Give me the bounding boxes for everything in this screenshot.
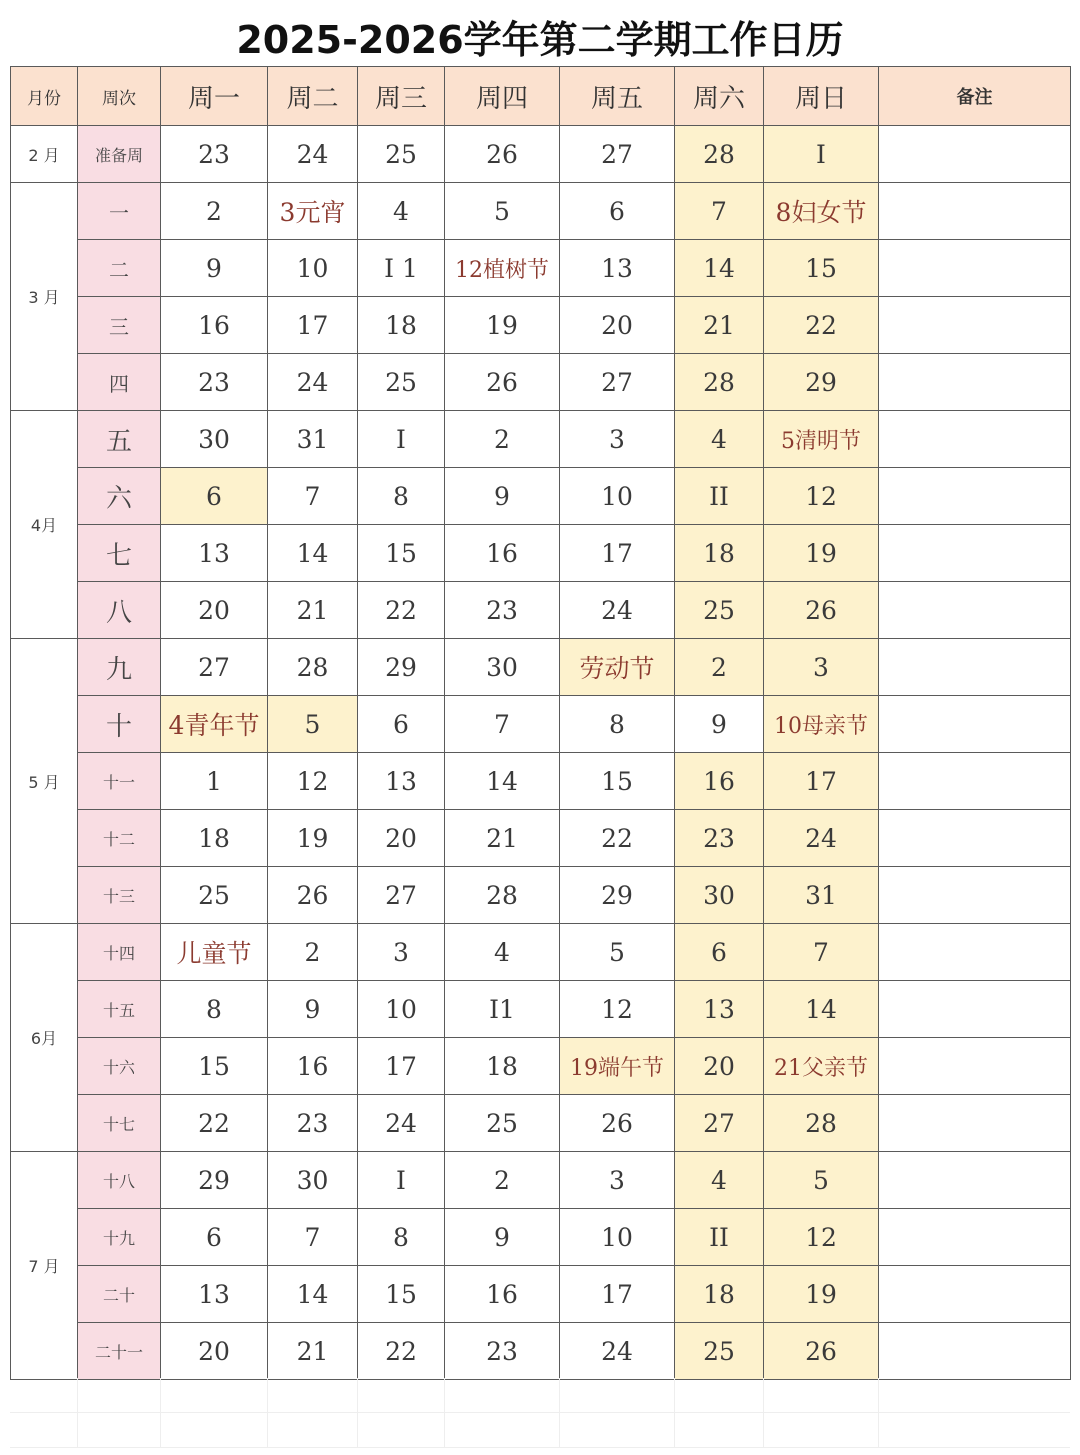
week-cell: 十七 <box>78 1095 161 1152</box>
note-cell <box>879 1152 1071 1209</box>
day-cell-wed: 13 <box>358 753 445 810</box>
day-cell-sat: 4 <box>675 1152 764 1209</box>
note-cell <box>879 1209 1071 1266</box>
day-cell-wed: 8 <box>358 468 445 525</box>
table-row <box>11 240 1071 297</box>
day-cell-thu: 5 <box>445 183 560 240</box>
table-row <box>11 924 1071 981</box>
day-cell-wed: 8 <box>358 1209 445 1266</box>
day-header-tue: 周二 <box>268 67 358 126</box>
week-cell: 二 <box>78 240 161 297</box>
day-cell-wed: 4 <box>358 183 445 240</box>
day-cell-thu: 28 <box>445 867 560 924</box>
week-cell: 三 <box>78 297 161 354</box>
day-cell-fri: 24 <box>560 582 675 639</box>
day-cell-tue: 2 <box>268 924 358 981</box>
day-cell-sat: 18 <box>675 1266 764 1323</box>
day-cell-wed: 18 <box>358 297 445 354</box>
day-cell-sun: 3 <box>764 639 879 696</box>
day-cell-sun: 17 <box>764 753 879 810</box>
day-cell-sun: 8妇女节 <box>764 183 879 240</box>
day-cell-fri: 20 <box>560 297 675 354</box>
day-cell-tue: 17 <box>268 297 358 354</box>
table-row <box>11 753 1071 810</box>
day-cell-sun: 31 <box>764 867 879 924</box>
day-header-wed: 周三 <box>358 67 445 126</box>
month-cell: 2 月 <box>11 126 78 183</box>
day-cell-fri: 劳动节 <box>560 639 675 696</box>
day-cell-tue: 24 <box>268 354 358 411</box>
week-cell: 五 <box>78 411 161 468</box>
day-cell-sun: 29 <box>764 354 879 411</box>
day-cell-fri: 17 <box>560 525 675 582</box>
table-row <box>11 1152 1071 1209</box>
week-cell: 准备周 <box>78 126 161 183</box>
day-cell-tue: 5 <box>268 696 358 753</box>
day-cell-sat: 7 <box>675 183 764 240</box>
week-cell: 十 <box>78 696 161 753</box>
day-cell-mon: 25 <box>161 867 268 924</box>
note-header: 备注 <box>879 67 1071 126</box>
note-cell <box>879 297 1071 354</box>
day-cell-sun: I <box>764 126 879 183</box>
day-cell-sun: 7 <box>764 924 879 981</box>
day-cell-fri: 10 <box>560 468 675 525</box>
day-cell-tue: 7 <box>268 1209 358 1266</box>
day-cell-sat: 14 <box>675 240 764 297</box>
day-cell-mon: 20 <box>161 1323 268 1380</box>
day-cell-sat: 23 <box>675 810 764 867</box>
month-header: 月份 <box>11 67 78 126</box>
day-cell-wed: 29 <box>358 639 445 696</box>
week-cell: 六 <box>78 468 161 525</box>
calendar-table <box>10 66 1071 1380</box>
day-cell-sat: 21 <box>675 297 764 354</box>
day-cell-sun: 24 <box>764 810 879 867</box>
day-cell-fri: 8 <box>560 696 675 753</box>
table-row <box>11 411 1071 468</box>
note-cell <box>879 1323 1071 1380</box>
day-cell-fri: 27 <box>560 354 675 411</box>
day-cell-mon: 27 <box>161 639 268 696</box>
day-cell-sun: 28 <box>764 1095 879 1152</box>
day-cell-thu: 2 <box>445 411 560 468</box>
day-cell-thu: 16 <box>445 1266 560 1323</box>
day-cell-mon: 1 <box>161 753 268 810</box>
day-cell-thu: 23 <box>445 582 560 639</box>
day-cell-tue: 7 <box>268 468 358 525</box>
day-cell-sun: 22 <box>764 297 879 354</box>
day-cell-mon: 6 <box>161 468 268 525</box>
table-row <box>11 354 1071 411</box>
day-cell-mon: 儿童节 <box>161 924 268 981</box>
week-cell: 十四 <box>78 924 161 981</box>
day-cell-mon: 18 <box>161 810 268 867</box>
week-cell: 十六 <box>78 1038 161 1095</box>
day-header-sun: 周日 <box>764 67 879 126</box>
day-cell-mon: 15 <box>161 1038 268 1095</box>
day-cell-tue: 14 <box>268 1266 358 1323</box>
day-cell-wed: I <box>358 411 445 468</box>
week-cell: 十一 <box>78 753 161 810</box>
day-cell-tue: 30 <box>268 1152 358 1209</box>
day-cell-wed: 3 <box>358 924 445 981</box>
header-row <box>11 67 1071 126</box>
day-cell-thu: 4 <box>445 924 560 981</box>
day-cell-fri: 29 <box>560 867 675 924</box>
day-cell-mon: 16 <box>161 297 268 354</box>
day-cell-wed: 25 <box>358 126 445 183</box>
day-cell-tue: 26 <box>268 867 358 924</box>
day-cell-mon: 23 <box>161 354 268 411</box>
day-header-mon: 周一 <box>161 67 268 126</box>
note-cell <box>879 525 1071 582</box>
note-cell <box>879 468 1071 525</box>
day-cell-sat: II <box>675 1209 764 1266</box>
day-cell-thu: 18 <box>445 1038 560 1095</box>
day-cell-thu: 7 <box>445 696 560 753</box>
day-cell-mon: 13 <box>161 1266 268 1323</box>
day-cell-thu: 14 <box>445 753 560 810</box>
day-cell-sat: 20 <box>675 1038 764 1095</box>
day-cell-sun: 12 <box>764 1209 879 1266</box>
day-cell-sun: 5清明节 <box>764 411 879 468</box>
day-cell-sat: II <box>675 468 764 525</box>
note-cell <box>879 810 1071 867</box>
day-cell-sun: 10母亲节 <box>764 696 879 753</box>
day-cell-mon: 2 <box>161 183 268 240</box>
day-cell-thu: I1 <box>445 981 560 1038</box>
month-cell: 3 月 <box>11 183 78 411</box>
month-cell: 6月 <box>11 924 78 1152</box>
day-cell-wed: 6 <box>358 696 445 753</box>
table-row <box>11 810 1071 867</box>
day-cell-fri: 5 <box>560 924 675 981</box>
note-cell <box>879 696 1071 753</box>
day-cell-tue: 10 <box>268 240 358 297</box>
day-cell-tue: 3元宵 <box>268 183 358 240</box>
month-cell: 4月 <box>11 411 78 639</box>
note-cell <box>879 411 1071 468</box>
note-cell <box>879 354 1071 411</box>
day-cell-thu: 26 <box>445 126 560 183</box>
day-cell-sun: 19 <box>764 525 879 582</box>
day-cell-fri: 10 <box>560 1209 675 1266</box>
week-cell: 十三 <box>78 867 161 924</box>
day-cell-fri: 15 <box>560 753 675 810</box>
week-cell: 四 <box>78 354 161 411</box>
day-header-thu: 周四 <box>445 67 560 126</box>
table-row <box>11 525 1071 582</box>
day-cell-sun: 12 <box>764 468 879 525</box>
empty-grid-area <box>10 1378 1070 1448</box>
month-cell: 5 月 <box>11 639 78 924</box>
day-cell-fri: 3 <box>560 411 675 468</box>
note-cell <box>879 981 1071 1038</box>
day-cell-wed: 15 <box>358 525 445 582</box>
day-cell-sun: 5 <box>764 1152 879 1209</box>
day-cell-wed: 22 <box>358 582 445 639</box>
day-cell-thu: 25 <box>445 1095 560 1152</box>
day-cell-fri: 6 <box>560 183 675 240</box>
week-header: 周次 <box>78 67 161 126</box>
note-cell <box>879 1095 1071 1152</box>
table-row <box>11 468 1071 525</box>
day-cell-tue: 19 <box>268 810 358 867</box>
week-cell: 十八 <box>78 1152 161 1209</box>
week-cell: 二十 <box>78 1266 161 1323</box>
note-cell <box>879 1266 1071 1323</box>
day-cell-thu: 16 <box>445 525 560 582</box>
day-cell-fri: 19端午节 <box>560 1038 675 1095</box>
note-cell <box>879 867 1071 924</box>
day-cell-fri: 22 <box>560 810 675 867</box>
day-cell-wed: I <box>358 1152 445 1209</box>
day-cell-tue: 23 <box>268 1095 358 1152</box>
day-cell-sat: 9 <box>675 696 764 753</box>
table-row <box>11 126 1071 183</box>
table-row <box>11 696 1071 753</box>
month-cell: 7 月 <box>11 1152 78 1380</box>
day-header-fri: 周五 <box>560 67 675 126</box>
day-cell-tue: 31 <box>268 411 358 468</box>
day-cell-mon: 6 <box>161 1209 268 1266</box>
day-cell-thu: 9 <box>445 468 560 525</box>
day-cell-sun: 26 <box>764 1323 879 1380</box>
week-cell: 十五 <box>78 981 161 1038</box>
table-row <box>11 1209 1071 1266</box>
day-cell-tue: 12 <box>268 753 358 810</box>
day-cell-mon: 23 <box>161 126 268 183</box>
day-cell-sun: 15 <box>764 240 879 297</box>
note-cell <box>879 753 1071 810</box>
note-cell <box>879 183 1071 240</box>
day-cell-fri: 3 <box>560 1152 675 1209</box>
day-cell-sun: 19 <box>764 1266 879 1323</box>
day-cell-fri: 27 <box>560 126 675 183</box>
day-cell-wed: 17 <box>358 1038 445 1095</box>
day-cell-thu: 26 <box>445 354 560 411</box>
day-cell-sat: 25 <box>675 1323 764 1380</box>
note-cell <box>879 924 1071 981</box>
day-cell-sat: 27 <box>675 1095 764 1152</box>
day-cell-sat: 4 <box>675 411 764 468</box>
day-cell-tue: 21 <box>268 1323 358 1380</box>
day-cell-thu: 19 <box>445 297 560 354</box>
day-header-sat: 周六 <box>675 67 764 126</box>
week-cell: 九 <box>78 639 161 696</box>
day-cell-tue: 16 <box>268 1038 358 1095</box>
day-cell-sat: 6 <box>675 924 764 981</box>
day-cell-mon: 29 <box>161 1152 268 1209</box>
week-cell: 八 <box>78 582 161 639</box>
day-cell-wed: 22 <box>358 1323 445 1380</box>
calendar-body <box>11 126 1071 1380</box>
note-cell <box>879 240 1071 297</box>
day-cell-wed: 27 <box>358 867 445 924</box>
week-cell: 十二 <box>78 810 161 867</box>
day-cell-mon: 4青年节 <box>161 696 268 753</box>
day-cell-wed: I 1 <box>358 240 445 297</box>
day-cell-mon: 30 <box>161 411 268 468</box>
table-row <box>11 867 1071 924</box>
day-cell-sat: 2 <box>675 639 764 696</box>
empty-row <box>10 1378 1070 1413</box>
note-cell <box>879 1038 1071 1095</box>
note-cell <box>879 582 1071 639</box>
empty-row <box>10 1413 1070 1448</box>
table-row <box>11 183 1071 240</box>
day-cell-sun: 26 <box>764 582 879 639</box>
day-cell-fri: 12 <box>560 981 675 1038</box>
table-row <box>11 582 1071 639</box>
table-row <box>11 297 1071 354</box>
day-cell-tue: 24 <box>268 126 358 183</box>
day-cell-tue: 14 <box>268 525 358 582</box>
table-row <box>11 639 1071 696</box>
day-cell-sun: 14 <box>764 981 879 1038</box>
day-cell-sat: 16 <box>675 753 764 810</box>
note-cell <box>879 639 1071 696</box>
day-cell-wed: 15 <box>358 1266 445 1323</box>
day-cell-wed: 24 <box>358 1095 445 1152</box>
day-cell-tue: 28 <box>268 639 358 696</box>
day-cell-sat: 18 <box>675 525 764 582</box>
day-cell-mon: 22 <box>161 1095 268 1152</box>
day-cell-sat: 13 <box>675 981 764 1038</box>
week-cell: 一 <box>78 183 161 240</box>
day-cell-fri: 26 <box>560 1095 675 1152</box>
day-cell-thu: 12植树节 <box>445 240 560 297</box>
day-cell-sat: 25 <box>675 582 764 639</box>
day-cell-fri: 17 <box>560 1266 675 1323</box>
day-cell-thu: 2 <box>445 1152 560 1209</box>
week-cell: 十九 <box>78 1209 161 1266</box>
table-row <box>11 1038 1071 1095</box>
day-cell-tue: 9 <box>268 981 358 1038</box>
day-cell-sat: 30 <box>675 867 764 924</box>
table-row <box>11 1095 1071 1152</box>
table-row <box>11 1266 1071 1323</box>
day-cell-wed: 20 <box>358 810 445 867</box>
day-cell-thu: 9 <box>445 1209 560 1266</box>
day-cell-tue: 21 <box>268 582 358 639</box>
table-row <box>11 1323 1071 1380</box>
day-cell-sat: 28 <box>675 354 764 411</box>
day-cell-wed: 25 <box>358 354 445 411</box>
day-cell-fri: 13 <box>560 240 675 297</box>
day-cell-fri: 24 <box>560 1323 675 1380</box>
page-title: 2025-2026学年第二学期工作日历 <box>236 18 844 62</box>
day-cell-thu: 23 <box>445 1323 560 1380</box>
table-row <box>11 981 1071 1038</box>
week-cell: 二十一 <box>78 1323 161 1380</box>
day-cell-mon: 13 <box>161 525 268 582</box>
day-cell-wed: 10 <box>358 981 445 1038</box>
week-cell: 七 <box>78 525 161 582</box>
day-cell-thu: 21 <box>445 810 560 867</box>
day-cell-sun: 21父亲节 <box>764 1038 879 1095</box>
day-cell-mon: 9 <box>161 240 268 297</box>
day-cell-sat: 28 <box>675 126 764 183</box>
day-cell-mon: 20 <box>161 582 268 639</box>
day-cell-thu: 30 <box>445 639 560 696</box>
note-cell <box>879 126 1071 183</box>
day-cell-mon: 8 <box>161 981 268 1038</box>
